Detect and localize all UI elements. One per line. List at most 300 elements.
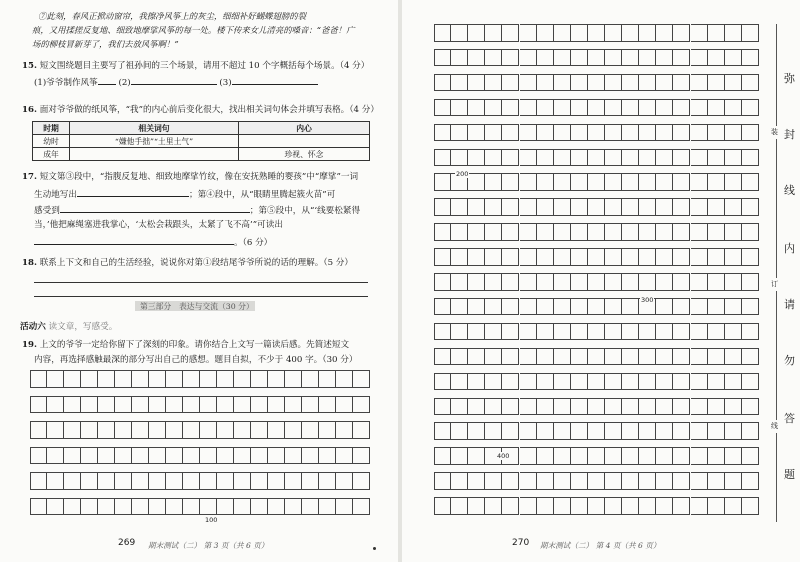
grid-cell[interactable] xyxy=(485,99,502,117)
grid-cell[interactable] xyxy=(47,421,64,439)
grid-cell[interactable] xyxy=(673,223,690,241)
grid-cell[interactable] xyxy=(588,348,605,366)
grid-cell[interactable] xyxy=(468,223,485,241)
grid-cell[interactable] xyxy=(673,49,690,67)
grid-cell[interactable] xyxy=(268,447,285,465)
grid-cell[interactable] xyxy=(520,198,537,216)
grid-cell[interactable] xyxy=(588,472,605,490)
grid-cell[interactable] xyxy=(98,370,115,388)
grid-cell[interactable] xyxy=(554,198,571,216)
grid-cell[interactable] xyxy=(622,447,639,465)
grid-cell[interactable] xyxy=(691,149,708,167)
grid-cell[interactable] xyxy=(691,223,708,241)
grid-cell[interactable] xyxy=(708,124,725,142)
grid-cell[interactable] xyxy=(485,248,502,266)
grid-cell[interactable] xyxy=(725,173,742,191)
grid-cell[interactable] xyxy=(30,396,47,414)
grid-cell[interactable] xyxy=(622,273,639,291)
grid-cell[interactable] xyxy=(520,74,537,92)
grid-cell[interactable] xyxy=(605,323,622,341)
grid-cell[interactable] xyxy=(115,370,132,388)
grid-cell[interactable] xyxy=(725,124,742,142)
grid-cell[interactable] xyxy=(149,370,166,388)
grid-cell[interactable] xyxy=(502,24,519,42)
grid-cell[interactable] xyxy=(251,447,268,465)
grid-cell[interactable] xyxy=(149,498,166,516)
grid-cell[interactable] xyxy=(708,273,725,291)
grid-cell[interactable] xyxy=(537,273,554,291)
grid-cell[interactable] xyxy=(502,497,519,515)
grid-cell[interactable] xyxy=(434,298,451,316)
grid-cell[interactable] xyxy=(115,421,132,439)
grid-cell[interactable] xyxy=(434,24,451,42)
grid-cell[interactable] xyxy=(285,498,302,516)
grid-cell[interactable] xyxy=(691,124,708,142)
grid-cell[interactable] xyxy=(605,348,622,366)
grid-cell[interactable] xyxy=(588,223,605,241)
grid-cell[interactable] xyxy=(47,396,64,414)
grid-cell[interactable] xyxy=(520,24,537,42)
grid-cell[interactable] xyxy=(673,173,690,191)
grid-cell[interactable] xyxy=(502,348,519,366)
grid-cell[interactable] xyxy=(502,173,519,191)
grid-cell[interactable] xyxy=(217,396,234,414)
grid-cell[interactable] xyxy=(302,447,319,465)
grid-cell[interactable] xyxy=(622,248,639,266)
grid-cell[interactable] xyxy=(98,447,115,465)
grid-cell[interactable] xyxy=(468,49,485,67)
grid-cell[interactable] xyxy=(725,74,742,92)
grid-cell[interactable] xyxy=(200,447,217,465)
grid-cell[interactable] xyxy=(451,447,468,465)
grid-cell[interactable] xyxy=(571,124,588,142)
grid-cell[interactable] xyxy=(434,472,451,490)
grid-cell[interactable] xyxy=(485,49,502,67)
grid-cell[interactable] xyxy=(451,223,468,241)
grid-cell[interactable] xyxy=(132,421,149,439)
grid-cell[interactable] xyxy=(656,24,673,42)
grid-cell[interactable] xyxy=(319,421,336,439)
grid-cell[interactable] xyxy=(656,273,673,291)
grid-cell[interactable] xyxy=(691,373,708,391)
grid-cell[interactable] xyxy=(285,421,302,439)
grid-cell[interactable] xyxy=(353,421,370,439)
grid-cell[interactable] xyxy=(639,223,656,241)
grid-cell[interactable] xyxy=(47,472,64,490)
grid-cell[interactable] xyxy=(520,298,537,316)
grid-cell[interactable] xyxy=(468,248,485,266)
grid-cell[interactable] xyxy=(537,149,554,167)
grid-cell[interactable] xyxy=(268,396,285,414)
grid-cell[interactable] xyxy=(302,498,319,516)
grid-cell[interactable] xyxy=(554,497,571,515)
grid-cell[interactable] xyxy=(588,248,605,266)
grid-cell[interactable] xyxy=(537,248,554,266)
grid-cell[interactable] xyxy=(588,198,605,216)
writing-grid-left[interactable] xyxy=(30,370,371,522)
grid-cell[interactable] xyxy=(537,99,554,117)
grid-cell[interactable] xyxy=(98,396,115,414)
grid-cell[interactable] xyxy=(622,173,639,191)
grid-cell[interactable] xyxy=(691,49,708,67)
grid-cell[interactable] xyxy=(485,198,502,216)
grid-cell[interactable] xyxy=(285,447,302,465)
grid-cell[interactable] xyxy=(502,99,519,117)
grid-cell[interactable] xyxy=(605,223,622,241)
grid-cell[interactable] xyxy=(639,99,656,117)
grid-cell[interactable] xyxy=(64,421,81,439)
grid-cell[interactable] xyxy=(451,149,468,167)
grid-cell[interactable] xyxy=(268,370,285,388)
grid-cell[interactable] xyxy=(451,398,468,416)
grid-cell[interactable] xyxy=(149,472,166,490)
grid-cell[interactable] xyxy=(251,472,268,490)
grid-cell[interactable] xyxy=(622,198,639,216)
grid-cell[interactable] xyxy=(639,422,656,440)
answer-blank[interactable] xyxy=(232,75,318,85)
grid-cell[interactable] xyxy=(622,49,639,67)
grid-cell[interactable] xyxy=(742,398,759,416)
grid-cell[interactable] xyxy=(691,398,708,416)
grid-cell[interactable] xyxy=(537,223,554,241)
grid-cell[interactable] xyxy=(234,498,251,516)
grid-cell[interactable] xyxy=(605,198,622,216)
grid-cell[interactable] xyxy=(588,99,605,117)
grid-cell[interactable] xyxy=(742,124,759,142)
grid-cell[interactable] xyxy=(622,99,639,117)
grid-cell[interactable] xyxy=(708,447,725,465)
grid-cell[interactable] xyxy=(81,370,98,388)
grid-cell[interactable] xyxy=(588,497,605,515)
grid-cell[interactable] xyxy=(691,447,708,465)
grid-cell[interactable] xyxy=(251,370,268,388)
grid-cell[interactable] xyxy=(656,49,673,67)
grid-cell[interactable] xyxy=(200,421,217,439)
grid-cell[interactable] xyxy=(742,447,759,465)
grid-cell[interactable] xyxy=(622,74,639,92)
grid-cell[interactable] xyxy=(200,498,217,516)
grid-cell[interactable] xyxy=(725,422,742,440)
grid-cell[interactable] xyxy=(554,173,571,191)
grid-cell[interactable] xyxy=(742,24,759,42)
grid-cell[interactable] xyxy=(502,49,519,67)
grid-cell[interactable] xyxy=(485,149,502,167)
grid-cell[interactable] xyxy=(742,422,759,440)
grid-cell[interactable] xyxy=(81,421,98,439)
grid-cell[interactable] xyxy=(434,124,451,142)
grid-cell[interactable] xyxy=(166,447,183,465)
grid-cell[interactable] xyxy=(708,99,725,117)
grid-cell[interactable] xyxy=(708,472,725,490)
grid-cell[interactable] xyxy=(571,24,588,42)
grid-cell[interactable] xyxy=(673,198,690,216)
grid-cell[interactable] xyxy=(571,149,588,167)
grid-cell[interactable] xyxy=(468,298,485,316)
grid-cell[interactable] xyxy=(319,370,336,388)
grid-cell[interactable] xyxy=(571,373,588,391)
grid-cell[interactable] xyxy=(30,447,47,465)
grid-cell[interactable] xyxy=(166,396,183,414)
grid-cell[interactable] xyxy=(656,173,673,191)
grid-cell[interactable] xyxy=(319,447,336,465)
grid-cell[interactable] xyxy=(742,223,759,241)
grid-cell[interactable] xyxy=(451,273,468,291)
grid-cell[interactable] xyxy=(115,447,132,465)
grid-cell[interactable] xyxy=(673,149,690,167)
grid-cell[interactable] xyxy=(166,370,183,388)
grid-cell[interactable] xyxy=(725,24,742,42)
grid-cell[interactable] xyxy=(588,273,605,291)
grid-cell[interactable] xyxy=(183,370,200,388)
grid-cell[interactable] xyxy=(725,472,742,490)
grid-cell[interactable] xyxy=(656,223,673,241)
grid-cell[interactable] xyxy=(434,173,451,191)
grid-cell[interactable] xyxy=(673,447,690,465)
grid-cell[interactable] xyxy=(520,248,537,266)
grid-cell[interactable] xyxy=(605,173,622,191)
grid-cell[interactable] xyxy=(217,370,234,388)
grid-cell[interactable] xyxy=(485,373,502,391)
grid-cell[interactable] xyxy=(64,472,81,490)
grid-cell[interactable] xyxy=(708,323,725,341)
answer-blank[interactable] xyxy=(131,75,217,85)
grid-cell[interactable] xyxy=(451,373,468,391)
grid-cell[interactable] xyxy=(725,273,742,291)
grid-cell[interactable] xyxy=(166,498,183,516)
grid-cell[interactable] xyxy=(742,273,759,291)
grid-cell[interactable] xyxy=(520,149,537,167)
grid-cell[interactable] xyxy=(485,348,502,366)
grid-cell[interactable] xyxy=(571,74,588,92)
grid-cell[interactable] xyxy=(30,472,47,490)
grid-cell[interactable] xyxy=(451,298,468,316)
grid-cell[interactable] xyxy=(166,472,183,490)
grid-cell[interactable] xyxy=(656,149,673,167)
grid-cell[interactable] xyxy=(537,373,554,391)
grid-cell[interactable] xyxy=(588,447,605,465)
grid-cell[interactable] xyxy=(571,273,588,291)
grid-cell[interactable] xyxy=(520,398,537,416)
grid-cell[interactable] xyxy=(30,370,47,388)
grid-cell[interactable] xyxy=(742,323,759,341)
grid-cell[interactable] xyxy=(468,99,485,117)
grid-cell[interactable] xyxy=(588,398,605,416)
grid-cell[interactable] xyxy=(434,373,451,391)
grid-cell[interactable] xyxy=(520,472,537,490)
grid-cell[interactable] xyxy=(708,497,725,515)
grid-cell[interactable] xyxy=(451,99,468,117)
grid-cell[interactable] xyxy=(554,74,571,92)
grid-cell[interactable] xyxy=(183,447,200,465)
grid-cell[interactable] xyxy=(537,298,554,316)
grid-cell[interactable] xyxy=(571,49,588,67)
grid-cell[interactable] xyxy=(537,398,554,416)
grid-cell[interactable] xyxy=(502,298,519,316)
grid-cell[interactable] xyxy=(132,370,149,388)
grid-cell[interactable] xyxy=(571,447,588,465)
grid-cell[interactable] xyxy=(234,447,251,465)
grid-cell[interactable] xyxy=(571,348,588,366)
grid-cell[interactable] xyxy=(353,370,370,388)
grid-cell[interactable] xyxy=(434,99,451,117)
grid-cell[interactable] xyxy=(605,298,622,316)
grid-cell[interactable] xyxy=(468,24,485,42)
grid-cell[interactable] xyxy=(451,124,468,142)
grid-cell[interactable] xyxy=(725,298,742,316)
table-cell-blank[interactable] xyxy=(239,135,370,148)
grid-cell[interactable] xyxy=(588,173,605,191)
grid-cell[interactable] xyxy=(605,24,622,42)
grid-cell[interactable] xyxy=(708,298,725,316)
grid-cell[interactable] xyxy=(571,248,588,266)
grid-cell[interactable] xyxy=(605,49,622,67)
grid-cell[interactable] xyxy=(234,421,251,439)
grid-cell[interactable] xyxy=(115,472,132,490)
grid-cell[interactable] xyxy=(622,497,639,515)
grid-cell[interactable] xyxy=(468,472,485,490)
grid-cell[interactable] xyxy=(639,124,656,142)
grid-cell[interactable] xyxy=(434,198,451,216)
grid-cell[interactable] xyxy=(81,396,98,414)
grid-cell[interactable] xyxy=(468,422,485,440)
grid-cell[interactable] xyxy=(554,149,571,167)
grid-cell[interactable] xyxy=(708,398,725,416)
grid-cell[interactable] xyxy=(451,348,468,366)
grid-cell[interactable] xyxy=(520,323,537,341)
grid-cell[interactable] xyxy=(302,396,319,414)
grid-cell[interactable] xyxy=(673,124,690,142)
grid-cell[interactable] xyxy=(639,497,656,515)
grid-cell[interactable] xyxy=(639,323,656,341)
grid-cell[interactable] xyxy=(742,74,759,92)
grid-cell[interactable] xyxy=(520,173,537,191)
grid-cell[interactable] xyxy=(691,198,708,216)
grid-cell[interactable] xyxy=(554,447,571,465)
grid-cell[interactable] xyxy=(434,398,451,416)
grid-cell[interactable] xyxy=(725,223,742,241)
grid-cell[interactable] xyxy=(115,498,132,516)
answer-blank[interactable] xyxy=(77,187,189,197)
grid-cell[interactable] xyxy=(485,323,502,341)
grid-cell[interactable] xyxy=(81,498,98,516)
grid-cell[interactable] xyxy=(554,273,571,291)
grid-cell[interactable] xyxy=(691,173,708,191)
grid-cell[interactable] xyxy=(302,421,319,439)
grid-cell[interactable] xyxy=(451,24,468,42)
grid-cell[interactable] xyxy=(520,124,537,142)
grid-cell[interactable] xyxy=(537,124,554,142)
grid-cell[interactable] xyxy=(691,273,708,291)
grid-cell[interactable] xyxy=(588,74,605,92)
grid-cell[interactable] xyxy=(656,348,673,366)
grid-cell[interactable] xyxy=(622,298,639,316)
grid-cell[interactable] xyxy=(742,99,759,117)
grid-cell[interactable] xyxy=(691,248,708,266)
grid-cell[interactable] xyxy=(554,323,571,341)
grid-cell[interactable] xyxy=(622,348,639,366)
grid-cell[interactable] xyxy=(708,248,725,266)
grid-cell[interactable] xyxy=(725,497,742,515)
grid-cell[interactable] xyxy=(502,398,519,416)
grid-cell[interactable] xyxy=(656,398,673,416)
grid-cell[interactable] xyxy=(571,497,588,515)
grid-cell[interactable] xyxy=(468,149,485,167)
grid-cell[interactable] xyxy=(708,24,725,42)
grid-cell[interactable] xyxy=(537,24,554,42)
grid-cell[interactable] xyxy=(656,298,673,316)
grid-cell[interactable] xyxy=(742,497,759,515)
grid-cell[interactable] xyxy=(502,248,519,266)
grid-cell[interactable] xyxy=(434,49,451,67)
grid-cell[interactable] xyxy=(622,422,639,440)
grid-cell[interactable] xyxy=(64,370,81,388)
grid-cell[interactable] xyxy=(502,74,519,92)
grid-cell[interactable] xyxy=(554,49,571,67)
grid-cell[interactable] xyxy=(251,421,268,439)
grid-cell[interactable] xyxy=(673,348,690,366)
grid-cell[interactable] xyxy=(639,398,656,416)
grid-cell[interactable] xyxy=(451,497,468,515)
grid-cell[interactable] xyxy=(554,472,571,490)
grid-cell[interactable] xyxy=(588,298,605,316)
grid-cell[interactable] xyxy=(468,323,485,341)
grid-cell[interactable] xyxy=(132,472,149,490)
grid-cell[interactable] xyxy=(434,74,451,92)
grid-cell[interactable] xyxy=(639,472,656,490)
grid-cell[interactable] xyxy=(434,273,451,291)
grid-cell[interactable] xyxy=(708,49,725,67)
grid-cell[interactable] xyxy=(251,396,268,414)
grid-cell[interactable] xyxy=(673,74,690,92)
grid-cell[interactable] xyxy=(622,323,639,341)
grid-cell[interactable] xyxy=(268,472,285,490)
grid-cell[interactable] xyxy=(673,273,690,291)
grid-cell[interactable] xyxy=(571,223,588,241)
grid-cell[interactable] xyxy=(183,396,200,414)
grid-cell[interactable] xyxy=(622,124,639,142)
grid-cell[interactable] xyxy=(30,421,47,439)
grid-cell[interactable] xyxy=(98,498,115,516)
grid-cell[interactable] xyxy=(673,472,690,490)
grid-cell[interactable] xyxy=(622,373,639,391)
grid-cell[interactable] xyxy=(485,24,502,42)
grid-cell[interactable] xyxy=(132,396,149,414)
answer-line[interactable] xyxy=(34,296,368,297)
grid-cell[interactable] xyxy=(691,74,708,92)
grid-cell[interactable] xyxy=(742,348,759,366)
grid-cell[interactable] xyxy=(451,472,468,490)
grid-cell[interactable] xyxy=(98,421,115,439)
grid-cell[interactable] xyxy=(571,99,588,117)
table-cell-blank[interactable] xyxy=(70,148,239,161)
grid-cell[interactable] xyxy=(639,49,656,67)
grid-cell[interactable] xyxy=(605,497,622,515)
grid-cell[interactable] xyxy=(708,74,725,92)
grid-cell[interactable] xyxy=(451,74,468,92)
grid-cell[interactable] xyxy=(268,498,285,516)
grid-cell[interactable] xyxy=(639,74,656,92)
grid-cell[interactable] xyxy=(742,198,759,216)
grid-cell[interactable] xyxy=(537,173,554,191)
grid-cell[interactable] xyxy=(485,124,502,142)
grid-cell[interactable] xyxy=(353,447,370,465)
grid-cell[interactable] xyxy=(673,298,690,316)
grid-cell[interactable] xyxy=(622,149,639,167)
grid-cell[interactable] xyxy=(468,74,485,92)
grid-cell[interactable] xyxy=(708,422,725,440)
grid-cell[interactable] xyxy=(537,422,554,440)
grid-cell[interactable] xyxy=(285,472,302,490)
